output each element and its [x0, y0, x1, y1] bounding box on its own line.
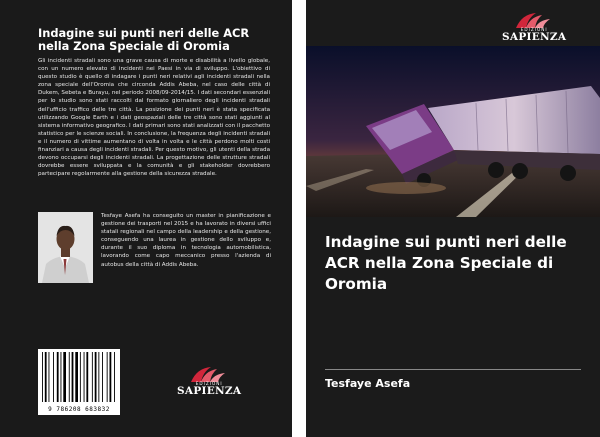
front-cover-title: Indagine sui punti neri delle ACR nella Zona Speciale di Oromia: [325, 233, 567, 293]
title-divider: [325, 369, 581, 370]
back-publisher-top: EDIZIONI: [195, 381, 223, 386]
front-publisher-name: SAPIENZA: [502, 31, 567, 43]
isbn-barcode: [38, 349, 120, 415]
back-cover-title: Indagine sui punti neri delle ACR nella Zona Speciale di Oromia: [38, 26, 250, 53]
back-publisher-logo: [177, 364, 241, 397]
spine: [292, 0, 306, 437]
back-cover-blurb: Gli incidenti stradali sono una grave causa di morte e disabilità a livello globale, con un numero elevato di incidenti nei Paesi in via di sviluppo. L'obiettivo di questo studio è quello di indagare i punti neri relativi agli incidenti stradali nella zona speciale dell'Oromia che circonda Addis Abeba, nel caso delle città di Dukem, Sebeta e Burayu, nel periodo 2008/09-2014/15. I dati secondari essenziali per lo studio sono stati raccolti dal formato giornaliero degli incidenti stradali dell'ufficio traffico delle tre città. La posizione dei punti neri è stata specificata utilizzando Google Earth e i dati geospaziali delle tre città sono stati aggiunti al sistema informativo geografico. I dati primari sono stati analizzati con il pacchetto statistico per le scienze sociali. In conclusione, la frequenza degli incidenti stradali e il numero di vittime aumentano di volta in volta e le città perdono molti costi finanziari a causa degli incidenti stradali. Per questo motivo, gli utenti della strada devono occuparsi degli incidenti stradali. La progettazione delle strutture stradali dovrebbe essere sviluppata e la comunità e gli stakeholder dovrebbero partecipare regolarmente alla gestione della sicurezza stradale.: [38, 58, 270, 178]
front-publisher-logo: [502, 10, 566, 43]
front-publisher-top: EDIZIONI: [520, 27, 548, 32]
back-cover: [0, 0, 292, 437]
front-cover: [306, 0, 600, 437]
front-cover-author: Tesfaye Asefa: [325, 377, 411, 390]
back-publisher-name: SAPIENZA: [177, 385, 242, 397]
author-photo: [38, 212, 93, 283]
isbn-number: 9 786208 683832: [48, 406, 110, 413]
cover-photo-truck-accident: [306, 46, 600, 217]
author-bio: Tesfaye Asefa ha conseguito un master in pianificazione e gestione dei trasporti nel 2015 e ha lavorato in diversi uffici statali regionali nel campo della leadership e della gestione, conseguendo una laurea in gestione dello sviluppo e, durante il suo diploma in tecnologia automobilistica, lavorando come capo meccanico presso l'azienda di autobus della città di Addis Abeba.: [101, 213, 271, 268]
